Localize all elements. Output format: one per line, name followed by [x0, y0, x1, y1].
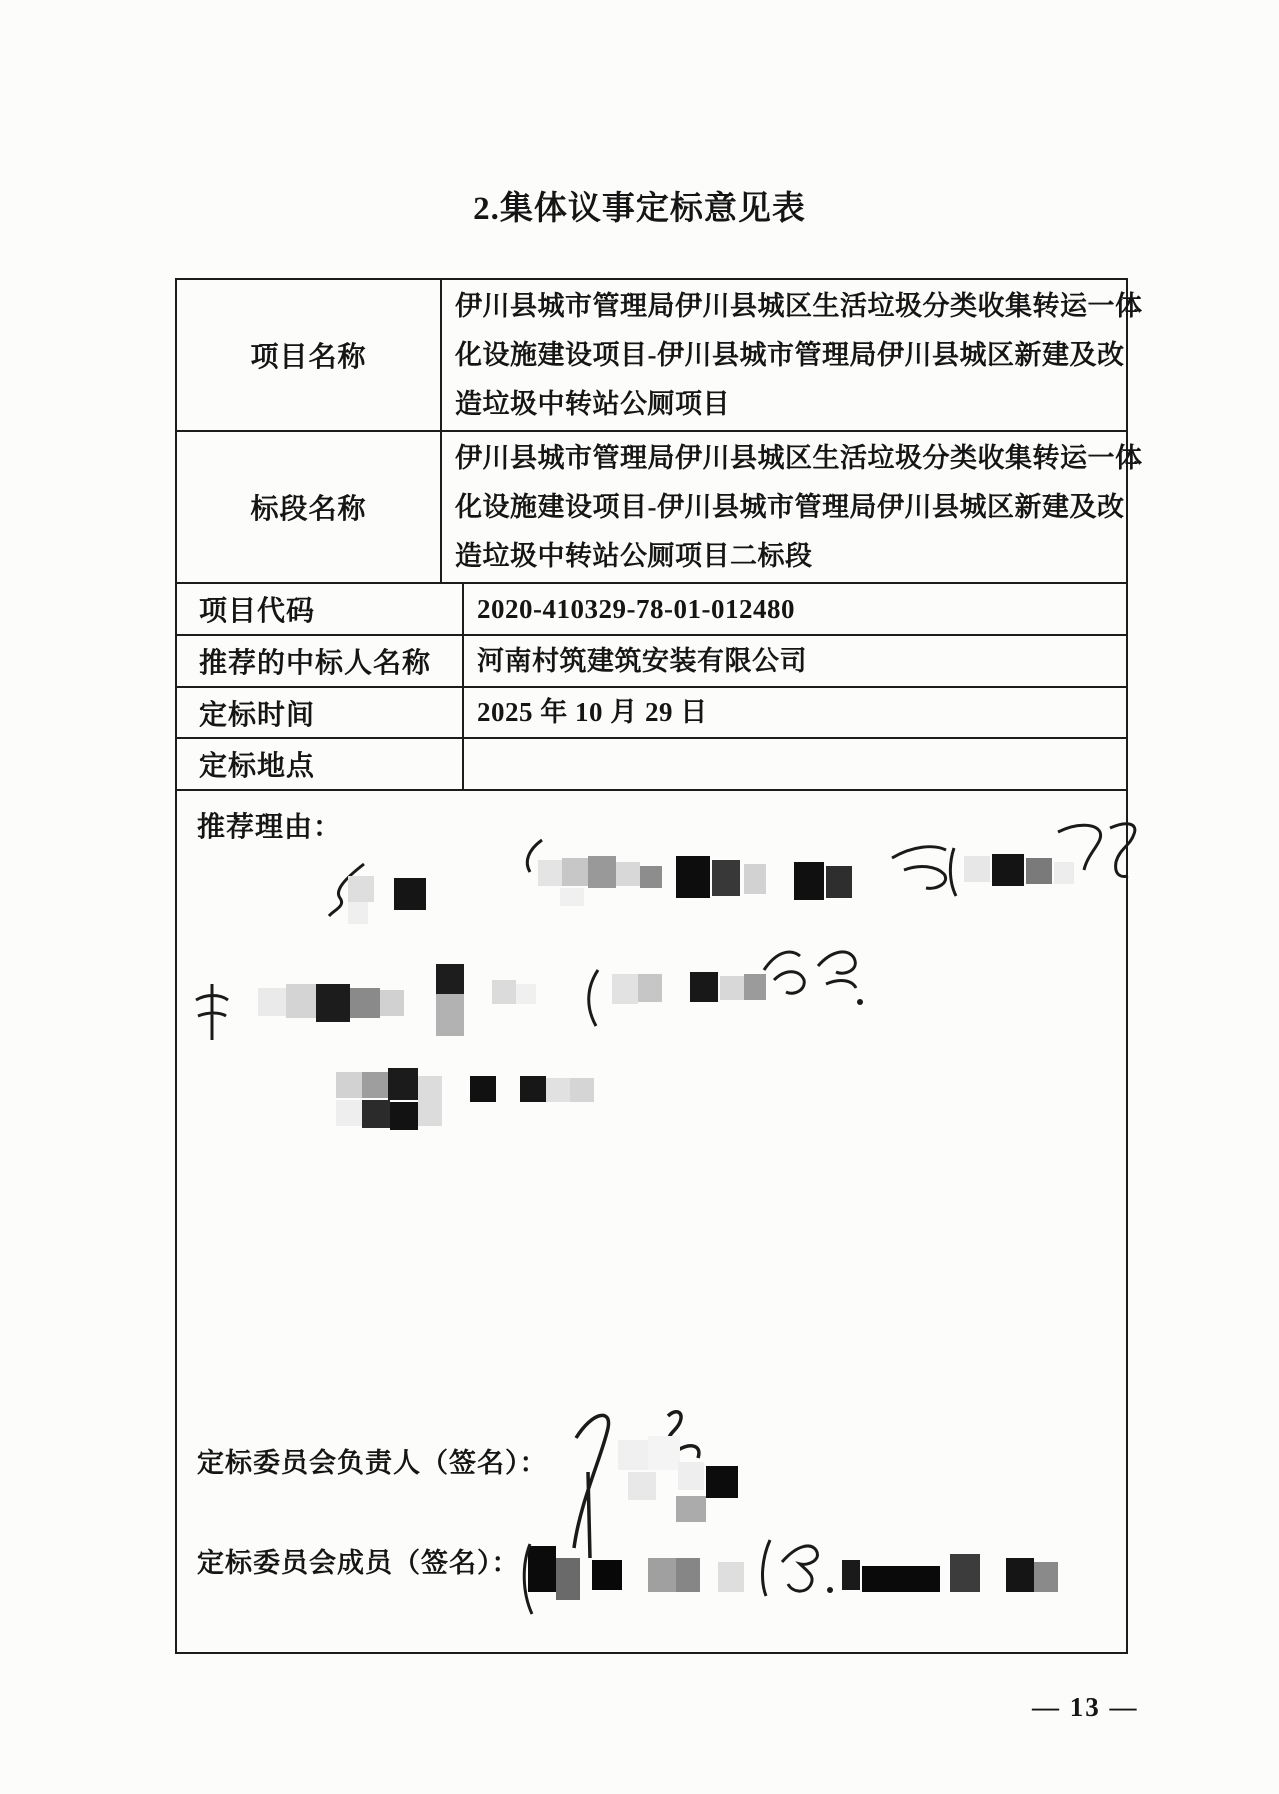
table-row-project-code — [177, 584, 1126, 636]
row-value-project-code — [464, 584, 1126, 634]
table-row-section-name — [177, 432, 1143, 584]
row-value-section-name — [442, 432, 1143, 582]
row-value-decision-place — [464, 739, 1126, 789]
decision-time-value: 2025 年 10 月 29 日 — [477, 697, 708, 727]
table-row-recommended-bidder — [177, 636, 1126, 688]
value-line: 伊川县城市管理局伊川县城区生活垃圾分类收集转运一体 — [455, 442, 1143, 473]
page-title: 2.集体议事定标意见表 — [473, 191, 806, 227]
recommended-bidder-value: 河南村筑建筑安装有限公司 — [477, 645, 807, 676]
bid-decision-table — [175, 278, 1143, 1654]
row-label-decision-time: 定标时间 — [177, 688, 464, 737]
page-number: — 13 — — [1032, 1692, 1139, 1722]
row-label-section-name: 标段名称 — [177, 432, 442, 582]
row-value-recommended-bidder — [464, 636, 1126, 686]
table-row-decision-place — [177, 739, 1126, 791]
row-label-project-code: 项目代码 — [177, 584, 464, 634]
members-signature-label: 定标委员会成员（签名）： — [197, 1548, 520, 1578]
value-line: 造垃圾中转站公厕项目 — [455, 388, 730, 419]
row-label-project-name: 项目名称 — [177, 280, 442, 430]
reason-label: 推荐理由： — [197, 812, 343, 843]
project-code-value: 2020-410329-78-01-012480 — [477, 593, 795, 624]
row-value-project-name — [442, 280, 1143, 430]
row-label-decision-place: 定标地点 — [177, 739, 464, 789]
value-line: 造垃圾中转站公厕项目二标段 — [455, 540, 813, 571]
row-label-recommended-bidder: 推荐的中标人名称 — [177, 636, 464, 686]
table-row-project-name — [177, 280, 1143, 432]
leader-signature-label: 定标委员会负责人（签名）： — [197, 1448, 548, 1478]
table-row-decision-time — [177, 688, 1126, 739]
value-line: 伊川县城市管理局伊川县城区生活垃圾分类收集转运一体 — [455, 290, 1143, 321]
table-row-recommendation-reason — [177, 791, 1126, 1652]
row-value-decision-time — [464, 688, 1126, 737]
value-line: 化设施建设项目-伊川县城市管理局伊川县城区新建及改 — [455, 491, 1125, 522]
value-line: 化设施建设项目-伊川县城市管理局伊川县城区新建及改 — [455, 339, 1125, 370]
